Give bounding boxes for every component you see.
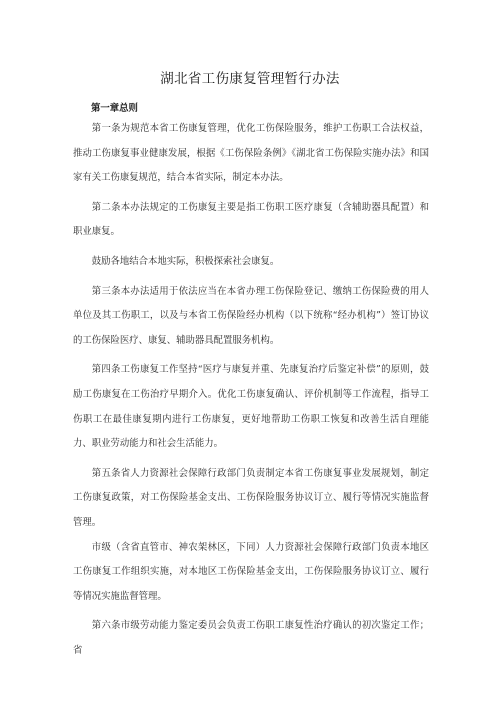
document-title: 湖北省工伤康复管理暂行办法 [160, 71, 340, 87]
article-4-paragraph: 第四条工伤康复工作坚持“医疗与康复并重、先康复治疗后鉴定补偿”的原则，鼓励工伤康复在工伤治疗早期介入。优化工伤康复确认、评价机制等工作流程，指导工伤职工在最佳康复期内进行工伤康复，更好地帮助工伤职工恢复和改善生活自理能力、职业劳动能力和社会生活能力。 [73, 364, 429, 450]
article-3-paragraph: 第三条本办法适用于依法应当在本省办理工伤保险登记、缴纳工伤保险费的用人单位及其工伤职工，以及与本省工伤保险经办机构（以下统称“经办机构”）签订协议的工伤保险医疗、康复、辅助器具配置服务机构。 [73, 285, 429, 346]
municipal-duty-paragraph: 市级（含省直管市、神农架林区，下同）人力资源社会保障行政部门负责本地区工伤康复工作组织实施，对本地区工伤保险基金支出，工伤保险服务协议订立、履行等情况实施监督管理。 [73, 541, 429, 602]
document-body [73, 117, 429, 668]
encouragement-paragraph: 鼓励各地结合本地实际，积极探索社会康复。 [91, 255, 280, 267]
chapter-heading: 第一章总则 [91, 103, 138, 114]
article-5-paragraph: 第五条省人力资源社会保障行政部门负责制定本省工伤康复事业发展规划，制定工伤康复政策，对工伤保险基金支出、工伤保险服务协议订立、履行等情况实施监督管理。 [73, 467, 429, 528]
article-2-paragraph: 第二条本办法规定的工伤康复主要是指工伤职工医疗康复（含辅助器具配置）和职业康复。 [73, 201, 429, 238]
article-6-paragraph: 第六条市级劳动能力鉴定委员会负责工伤职工康复性治疗确认的初次鉴定工作；省 [73, 620, 429, 656]
article-1-paragraph: 第一条为规范本省工伤康复管理，优化工伤保险服务，维护工伤职工合法权益，推动工伤康复事业健康发展，根据《工伤保险条例》《湖北省工伤保险实施办法》和国家有关工伤康复规范，结合本省实际，制定本办法。 [73, 123, 429, 184]
